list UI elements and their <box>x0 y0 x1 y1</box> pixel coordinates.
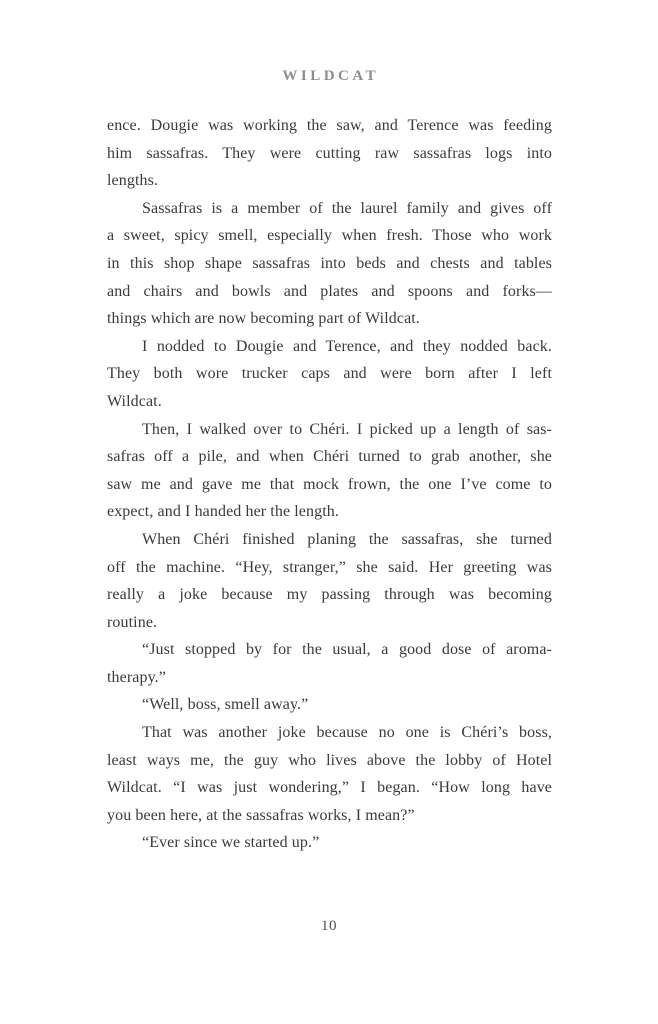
text-line: expect, and I handed her the length. <box>107 503 339 521</box>
paragraph <box>107 636 552 691</box>
text-line: in this shop shape sassafras into beds and chests and tables <box>107 254 552 272</box>
paragraph <box>107 416 552 526</box>
body-text <box>107 112 552 857</box>
text-line: him sassafras. They were cutting raw sassafras logs into <box>107 144 552 162</box>
text-line: really a joke because my passing through was becoming <box>107 586 552 604</box>
paragraph <box>107 195 552 333</box>
text-line: saw me and gave me that mock frown, the one I’ve come to <box>107 475 552 493</box>
text-line: “Just stopped by for the usual, a good dose of aroma- <box>142 641 552 659</box>
text-line: I nodded to Dougie and Terence, and they nodded back. <box>142 337 552 355</box>
text-line: and chairs and bowls and plates and spoons and forks— <box>107 282 552 300</box>
page-number: 10 <box>321 918 337 934</box>
paragraph <box>107 333 552 416</box>
text-line: That was another joke because no one is Chéri’s boss, <box>142 724 552 742</box>
text-line: Sassafras is a member of the laurel family and gives off <box>142 199 552 217</box>
text-line: They both wore trucker caps and were born after I left <box>107 365 552 383</box>
text-line: lengths. <box>107 172 159 190</box>
text-line: Wildcat. “I was just wondering,” I began. “How long have <box>107 779 552 797</box>
text-line: Wildcat. <box>107 392 162 410</box>
text-line: ence. Dougie was working the saw, and Terence was feeding <box>107 117 552 134</box>
text-line: a sweet, spicy smell, especially when fresh. Those who work <box>107 227 552 245</box>
paragraph <box>107 829 552 857</box>
text-line: Then, I walked over to Chéri. I picked up a length of sas- <box>142 420 552 438</box>
text-line: “Ever since we started up.” <box>142 834 320 852</box>
text-line: least ways me, the guy who lives above the lobby of Hotel <box>107 751 552 769</box>
text-line: routine. <box>107 613 158 631</box>
paragraph <box>107 719 552 829</box>
paragraph <box>107 691 552 719</box>
text-line: safras off a pile, and when Chéri turned to grab another, she <box>107 448 552 466</box>
paragraph <box>107 112 552 195</box>
text-line: you been here, at the sassafras works, I mean?” <box>107 806 415 824</box>
text-line: off the machine. “Hey, stranger,” she said. Her greeting was <box>107 558 552 576</box>
paragraph <box>107 526 552 636</box>
text-line: When Chéri finished planing the sassafras, she turned <box>142 530 552 548</box>
text-line: “Well, boss, smell away.” <box>142 696 309 714</box>
text-line: therapy.” <box>107 668 166 686</box>
text-line: things which are now becoming part of Wildcat. <box>107 310 420 328</box>
running-header: WILDCAT <box>282 68 380 84</box>
